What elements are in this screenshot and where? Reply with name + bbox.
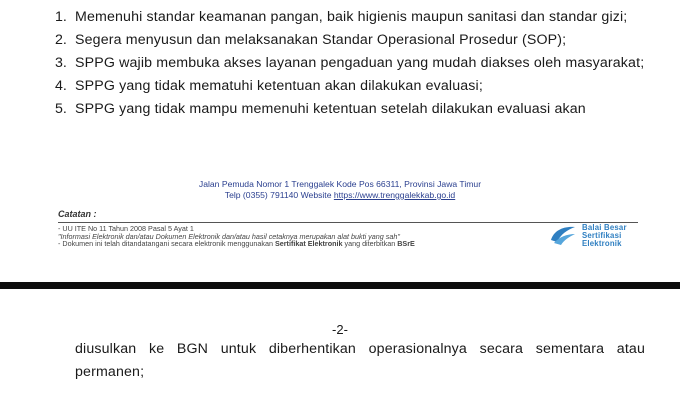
list-number: 2. [55, 32, 67, 48]
list-number: 3. [55, 55, 67, 71]
list-text: SPPG wajib membuka akses layanan pengaduan yang mudah diakses oleh masyarakat; [75, 55, 645, 71]
bsre-logo-text [582, 224, 627, 249]
note-text: yang diterbitkan [342, 239, 398, 249]
numbered-list [55, 6, 645, 121]
list-item [55, 52, 645, 75]
footer-contact [0, 190, 680, 201]
bsre-emblem-icon [548, 222, 578, 248]
list-item [55, 29, 645, 52]
page-break [0, 282, 680, 289]
note-line-ite: - UU ITE No 11 Tahun 2008 Pasal 5 Ayat 1 [58, 224, 194, 233]
list-text: Segera menyusun dan melaksanakan Standar Operasional Prosedur (SOP); [75, 32, 567, 48]
list-item [55, 75, 645, 98]
bsre-logo [548, 222, 648, 252]
list-text: Memenuhi standar keamanan pangan, baik higienis maupun sanitasi dan standar gizi; [75, 9, 628, 25]
website-link[interactable]: https://www.trenggalekkab.go.id [333, 190, 456, 200]
bsre-line: Balai Besar [582, 223, 627, 232]
footer-phone: Telp (0355) 791140 Website [224, 190, 334, 200]
note-line-signature [58, 240, 548, 248]
list-number: 1. [55, 9, 67, 25]
bsre-line: Elektronik [582, 239, 622, 249]
catatan-label: Catatan : [58, 209, 97, 219]
list-item [55, 6, 645, 29]
catatan-notes [58, 225, 548, 248]
note-bold: Sertifikat Elektronik [274, 239, 343, 249]
note-line-quote: "Informasi Elektronik dan/atau Dokumen Elektronik dan/atau hasil cetaknya merupakan alat bukti yang sah" [58, 231, 400, 241]
page-number: -2- [332, 322, 348, 337]
bsre-line: Sertifikasi [582, 231, 622, 241]
list-number: 5. [55, 101, 67, 117]
note-text: - Dokumen ini telah ditandatangani secara elektronik menggunakan [58, 239, 275, 249]
note-bold: BSrE [397, 239, 415, 249]
list-number: 4. [55, 78, 67, 94]
list-text: SPPG yang tidak mematuhi ketentuan akan dilakukan evaluasi; [75, 78, 483, 94]
list-item [55, 98, 645, 121]
list-text: SPPG yang tidak mampu memenuhi ketentuan setelah dilakukan evaluasi akan [75, 101, 586, 117]
continuation-text: diusulkan ke BGN untuk diberhentikan operasionalnya secara sementara atau permanen; [75, 341, 645, 380]
footer-address: Jalan Pemuda Nomor 1 Trenggalek Kode Pos 66311, Provinsi Jawa Timur [198, 179, 482, 189]
